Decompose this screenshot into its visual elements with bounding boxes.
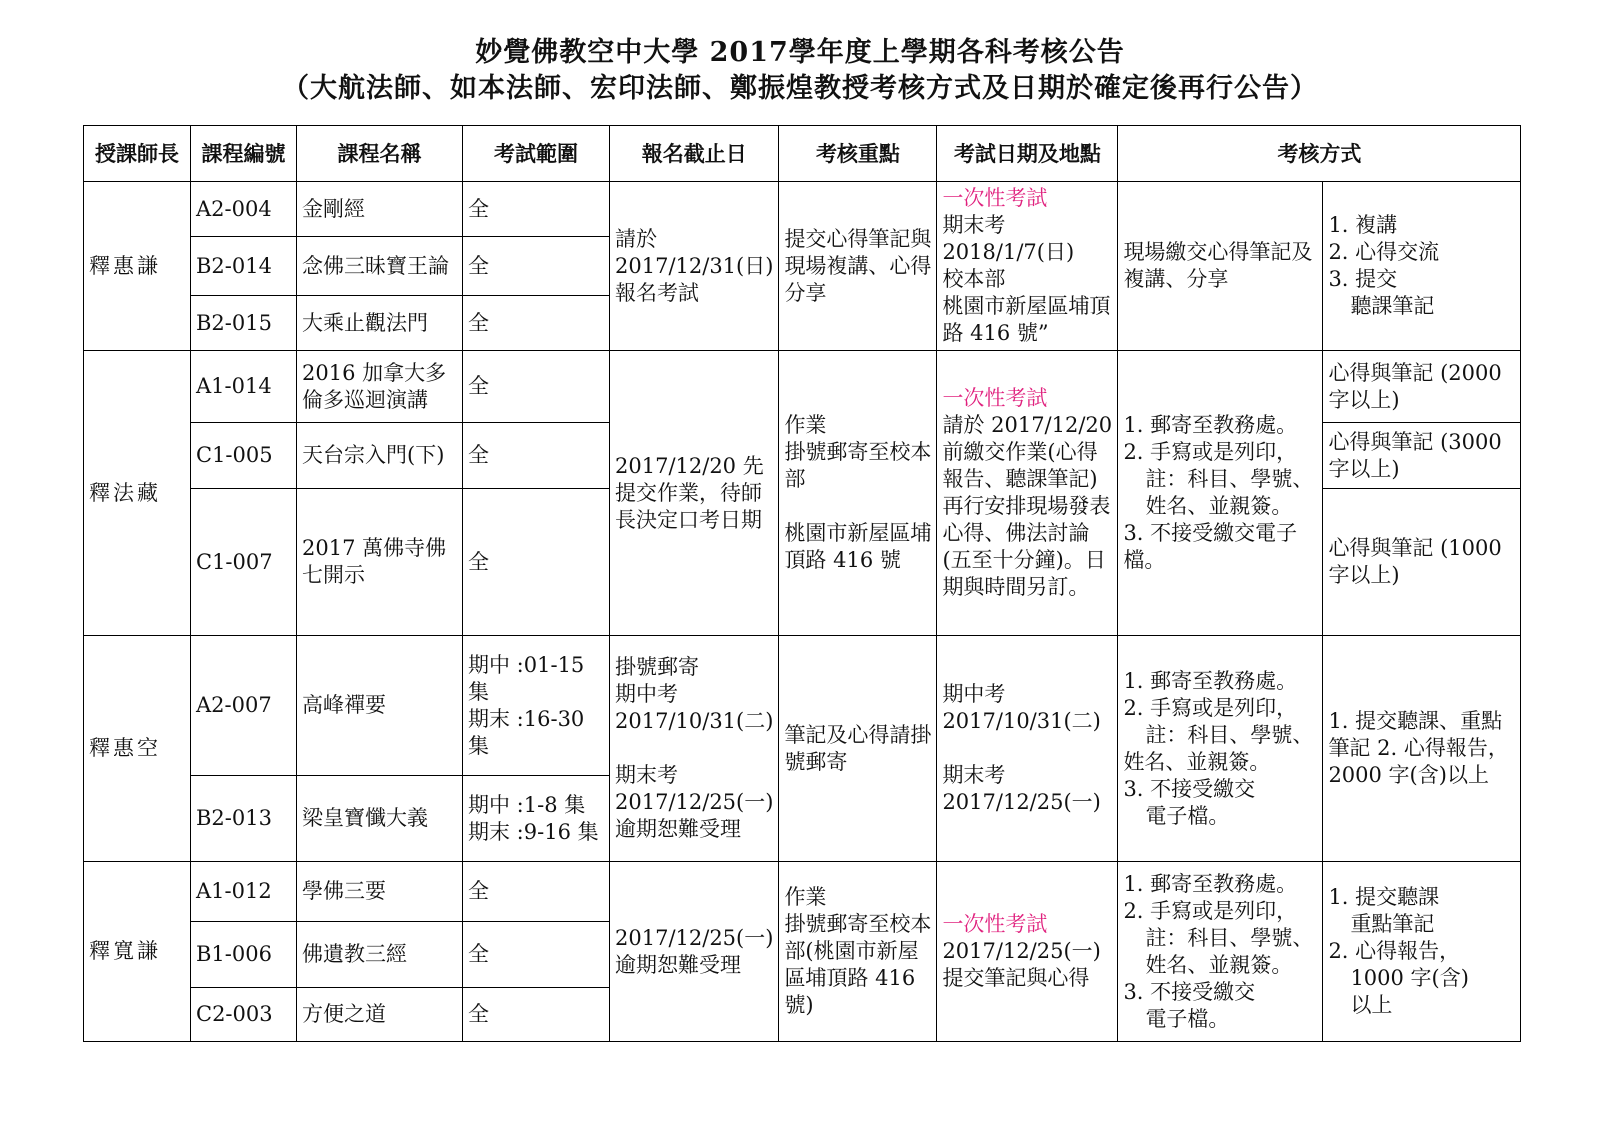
exam-schedule-table: [83, 125, 1521, 1042]
exam-range: 全: [463, 988, 610, 1042]
exam-line: 期末考: [942, 213, 1006, 237]
assessment-line: 2. 心得報告，: [1328, 939, 1461, 963]
table-row: [84, 636, 1521, 776]
deadline-cell: 2017/12/20 先提交作業，待師長決定口考日期: [610, 351, 779, 636]
method-line: 姓名、並親簽。: [1123, 749, 1271, 774]
header-deadline: 報名截止日: [610, 126, 779, 182]
method-line: 1. 郵寄至教務處。: [1123, 871, 1298, 896]
exam-line: 2018/1/7(日): [942, 240, 1075, 264]
exam-line: 期中考: [942, 682, 1006, 706]
exam-type-label: 一次性考試: [942, 186, 1048, 210]
exam-line: 期末考: [942, 763, 1006, 787]
assessment-cell: [1323, 862, 1521, 1042]
method-line: 2. 手寫或是列印，: [1123, 898, 1298, 923]
assessment-line: 1. 複講: [1328, 213, 1398, 237]
header-assessment-method: 考核方式: [1118, 126, 1521, 182]
exam-range: 全: [463, 423, 610, 489]
method-line: 註：科目、學號、: [1145, 925, 1314, 950]
assessment-cell: 心得與筆記 (3000 字以上): [1323, 423, 1521, 489]
course-code: C1-007: [191, 489, 297, 636]
header-exam-range: 考試範圍: [463, 126, 610, 182]
assessment-line: 1000 字(含): [1350, 966, 1469, 990]
course-code: B2-014: [191, 237, 297, 296]
course-code: A2-004: [191, 182, 297, 237]
assessment-line: 聽課筆記: [1350, 294, 1435, 318]
course-name: 天台宗入門(下): [297, 423, 463, 489]
table-row: [84, 862, 1521, 922]
course-code: A2-007: [191, 636, 297, 776]
course-name: 方便之道: [297, 988, 463, 1042]
assessment-cell: 心得與筆記 (1000 字以上): [1323, 489, 1521, 636]
exam-range: 全: [463, 922, 610, 988]
exam-range: 全: [463, 296, 610, 351]
teacher-name: 釋寬謙: [84, 862, 191, 1042]
table-row: [84, 351, 1521, 423]
exam-date-cell: [937, 636, 1118, 862]
course-name: 高峰禪要: [297, 636, 463, 776]
assessment-line: 重點筆記: [1350, 912, 1435, 936]
method-line: 2. 手寫或是列印，: [1123, 440, 1298, 464]
assessment-line: 1. 提交聽課: [1328, 885, 1440, 909]
deadline-line: 期末考: [615, 763, 678, 787]
focus-line: 桃園市新屋區埔頂路 416 號: [784, 521, 932, 572]
range-line: 期中 :1-8 集: [468, 792, 586, 817]
course-name: 2016 加拿大多倫多巡迴演講: [297, 351, 463, 423]
exam-range: 全: [463, 351, 610, 423]
exam-line: 桃園市新屋區埔頂路 416 號”: [942, 294, 1111, 345]
exam-range: 全: [463, 237, 610, 296]
teacher-name: 釋法藏: [84, 351, 191, 636]
exam-date-cell: [937, 862, 1118, 1042]
focus-cell: 筆記及心得請掛號郵寄: [779, 636, 937, 862]
method-cell: [1118, 636, 1323, 862]
course-name: 念佛三昧寶王論: [297, 237, 463, 296]
method-line: 電子檔。: [1145, 803, 1230, 828]
course-code: B2-013: [191, 776, 297, 862]
method-line: 註：科目、學號、姓名、並親簽。: [1145, 467, 1314, 518]
table-header-row: [84, 126, 1521, 182]
exam-type-label: 一次性考試: [942, 912, 1048, 936]
method-line: 3. 不接受繳交: [1123, 979, 1256, 1004]
range-line: 期末 :16-30 集: [468, 706, 585, 758]
assessment-cell: 1. 提交聽課、重點筆記 2. 心得報告，2000 字(含)以上: [1323, 636, 1521, 862]
deadline-line: 掛號郵寄: [615, 655, 699, 679]
course-code: A1-012: [191, 862, 297, 922]
teacher-name: 釋惠空: [84, 636, 191, 862]
header-focus: 考核重點: [779, 126, 937, 182]
deadline-cell: 2017/12/25(一)逾期恕難受理: [610, 862, 779, 1042]
method-cell: [1118, 862, 1323, 1042]
course-name: 梁皇寶懺大義: [297, 776, 463, 862]
course-name: 金剛經: [297, 182, 463, 237]
exam-line: 校本部: [942, 267, 1006, 291]
deadline-cell: 請於2017/12/31(日)報名考試: [610, 182, 779, 351]
table-row: [84, 182, 1521, 237]
header-course-code: 課程編號: [191, 126, 297, 182]
exam-type-label: 一次性考試: [942, 386, 1048, 410]
header-course-name: 課程名稱: [297, 126, 463, 182]
assessment-line: 以上: [1350, 993, 1393, 1017]
method-line: 3. 不接受繳交電子檔。: [1123, 521, 1298, 572]
range-line: 期中 :01-15 集: [468, 652, 585, 704]
course-name: 2017 萬佛寺佛七開示: [297, 489, 463, 636]
exam-text: 2017/12/25(一)提交筆記與心得: [942, 939, 1101, 990]
method-line: 姓名、並親簽。: [1145, 952, 1293, 977]
course-code: C1-005: [191, 423, 297, 489]
exam-range: 全: [463, 862, 610, 922]
exam-line: 2017/10/31(二): [942, 709, 1101, 733]
focus-cell: [779, 862, 937, 1042]
assessment-cell: 心得與筆記 (2000 字以上): [1323, 351, 1521, 423]
focus-cell: [779, 351, 937, 636]
deadline-line: 逾期恕難受理: [615, 817, 741, 841]
method-line: 註：科目、學號、: [1145, 722, 1314, 747]
method-line: 3. 不接受繳交: [1123, 776, 1256, 801]
method-line: 2. 手寫或是列印，: [1123, 695, 1298, 720]
method-line: 1. 郵寄至教務處。: [1123, 413, 1298, 437]
exam-range: 全: [463, 182, 610, 237]
range-line: 期末 :9-16 集: [468, 819, 599, 844]
course-name: 佛遺教三經: [297, 922, 463, 988]
focus-line: 作業: [784, 413, 827, 437]
assessment-line: 2. 心得交流: [1328, 240, 1440, 264]
course-code: C2-003: [191, 988, 297, 1042]
exam-range: [463, 636, 610, 776]
course-code: A1-014: [191, 351, 297, 423]
teacher-name: 釋惠謙: [84, 182, 191, 351]
exam-line: 2017/12/25(一): [942, 790, 1101, 814]
focus-line: 掛號郵寄至校本部: [784, 440, 932, 491]
course-code: B2-015: [191, 296, 297, 351]
method-line: 1. 郵寄至教務處。: [1123, 668, 1298, 693]
method-cell: 現場繳交心得筆記及複講、分享: [1118, 182, 1323, 351]
focus-line: 掛號郵寄至校本部(桃園市新屋區埔頂路 416 號): [784, 912, 932, 1017]
course-name: 學佛三要: [297, 862, 463, 922]
deadline-line: 期中考: [615, 682, 678, 706]
assessment-cell: [1323, 182, 1521, 351]
course-name: 大乘止觀法門: [297, 296, 463, 351]
method-line: 電子檔。: [1145, 1006, 1230, 1031]
exam-text: 請於 2017/12/20 前繳交作業(心得報告、聽課筆記)再行安排現場發表心得、佛法討論(五至十分鐘)。日期與時間另訂。: [942, 413, 1113, 599]
course-code: B1-006: [191, 922, 297, 988]
focus-line: 作業: [784, 885, 827, 909]
exam-date-cell: [937, 182, 1118, 351]
header-teacher: 授課師長: [84, 126, 191, 182]
header-exam-date-place: 考試日期及地點: [937, 126, 1118, 182]
assessment-line: 3. 提交: [1328, 267, 1398, 291]
method-cell: [1118, 351, 1323, 636]
deadline-line: 2017/12/25(一): [615, 790, 774, 814]
exam-range: [463, 776, 610, 862]
exam-date-cell: [937, 351, 1118, 636]
exam-range: 全: [463, 489, 610, 636]
deadline-line: 2017/10/31(二): [615, 709, 774, 733]
deadline-cell: [610, 636, 779, 862]
focus-cell: 提交心得筆記與現場複講、心得分享: [779, 182, 937, 351]
page-subtitle: （大航法師、如本法師、宏印法師、鄭振煌教授考核方式及日期於確定後再行公告）: [282, 73, 1318, 104]
page-title: 妙覺佛教空中大學 2017學年度上學期各科考核公告: [475, 37, 1125, 68]
